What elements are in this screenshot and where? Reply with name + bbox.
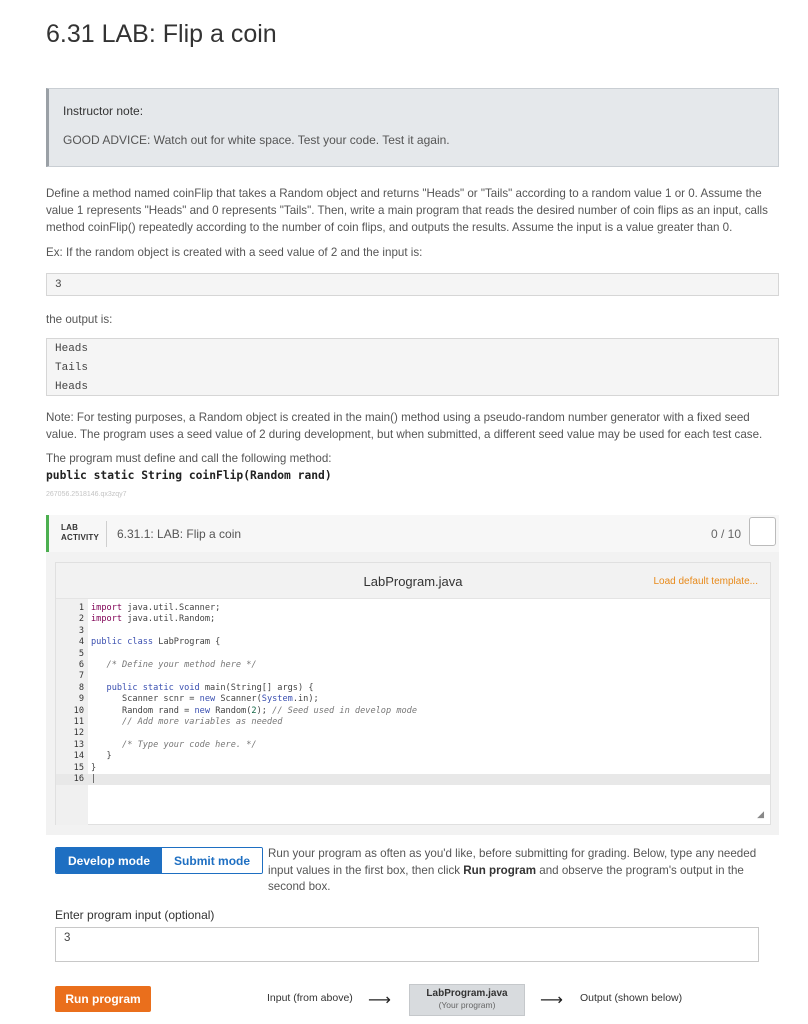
completion-badge-icon	[749, 517, 776, 546]
example-output-line: Heads	[55, 343, 89, 355]
code-line: 5	[78, 648, 84, 659]
instructor-note-title: Instructor note:	[63, 104, 144, 118]
resize-grip-icon[interactable]: ◢	[757, 809, 764, 819]
code-line: 4 public class LabProgram {	[78, 637, 221, 648]
problem-description	[46, 185, 781, 236]
code-line: 2 import java.util.Random;	[78, 614, 216, 625]
editor-file-name: LabProgram.java	[363, 574, 463, 589]
code-line: 8 public static void main(String[] args) {	[78, 682, 314, 693]
description-line: Define a method named coinFlip that takes a Random object and returns "Heads" or "Tails" according to a random value 1 or 0. Assume the	[46, 187, 762, 200]
example-output-line: Tails	[55, 362, 89, 374]
run-program-button[interactable]: Run program	[55, 986, 151, 1012]
code-line: 14 }	[73, 751, 112, 762]
page-title: 6.31 LAB: Flip a coin	[46, 20, 277, 48]
description-line: value 1 represents "Heads" and 0 represents "Tails". Then, write a main program that reads the desired number of coin flips as an input, calls	[46, 204, 768, 217]
example-input: 3	[55, 279, 62, 291]
arrow-right-icon: ⟶	[540, 992, 563, 1009]
instructor-note	[46, 88, 779, 167]
lab-score: 0 / 10	[711, 527, 742, 541]
description-line: method coinFlip() repeatedly according to the number of coin flips, and outputs the results. Assume the input is a value greater than 0.	[46, 221, 733, 234]
program-box	[409, 984, 525, 1016]
program-input-label: Enter program input (optional)	[55, 908, 215, 922]
activity-id: 267056.2518146.qx3zqy7	[46, 491, 127, 498]
code-line: 10 Random rand = new Random(2); // Seed used in develop mode	[73, 705, 418, 716]
code-line: 1 import java.util.Scanner;	[78, 603, 221, 613]
code-line: 13 /* Type your code here. */	[73, 739, 257, 750]
method-signature: public static String coinFlip(Random rand)	[46, 469, 332, 482]
example-input-box	[46, 273, 779, 296]
must-define-text: The program must define and call the following method:	[46, 452, 332, 465]
testing-note-line: value. The program uses a seed value of 2 during development, but when submitted, a different seed value may be used for each test case.	[46, 428, 763, 441]
program-input-field[interactable]: 3	[55, 927, 759, 962]
example-output-box	[46, 338, 779, 396]
program-box-subtitle: (Your program)	[438, 1000, 496, 1010]
code-line: 15 }	[73, 762, 97, 773]
example-intro: Ex: If the random object is created with a seed value of 2 and the input is:	[46, 246, 423, 259]
testing-note-line: Note: For testing purposes, a Random object is created in the main() method using a pseudo-random number generator with a fixed seed	[46, 411, 750, 424]
lab-activity-title: 6.31.1: LAB: Flip a coin	[117, 527, 242, 541]
code-line: 11 // Add more variables as needed	[73, 717, 283, 727]
lab-activity-header	[46, 515, 779, 552]
testing-note	[46, 409, 781, 443]
flow-output-label: Output (shown below)	[580, 992, 683, 1004]
example-output-line: Heads	[55, 381, 89, 393]
code-line: 12	[73, 728, 84, 739]
lab-activity-label: LAB ACTIVITY	[61, 523, 100, 542]
editor-panel	[46, 552, 779, 835]
mode-toggle	[55, 847, 263, 874]
arrow-right-icon: ⟶	[368, 992, 391, 1009]
code-editor[interactable]	[55, 562, 771, 825]
code-line: 3	[78, 625, 84, 636]
instructor-note-body: GOOD ADVICE: Watch out for white space. Test your code. Test it again.	[63, 133, 450, 147]
code-line: 6 /* Define your method here */	[78, 660, 257, 670]
code-line: 9 Scanner scnr = new Scanner(System.in);	[78, 694, 319, 705]
divider	[106, 521, 107, 547]
program-box-name: LabProgram.java	[426, 988, 508, 999]
mode-description: Run your program as often as you'd like, before submitting for grading. Below, type any needed input values in the first box, then click Run program and observe the program's output in the second box.	[268, 847, 757, 893]
output-intro: the output is:	[46, 313, 113, 326]
code-line-active: 16 |	[56, 774, 770, 785]
load-default-template-link[interactable]: Load default template...	[653, 576, 758, 587]
submit-mode-button[interactable]: Submit mode	[162, 848, 262, 873]
develop-mode-button[interactable]: Develop mode	[56, 848, 162, 873]
flow-input-label: Input (from above)	[267, 992, 353, 1004]
code-line: 7	[78, 671, 84, 682]
editor-header	[56, 563, 770, 599]
